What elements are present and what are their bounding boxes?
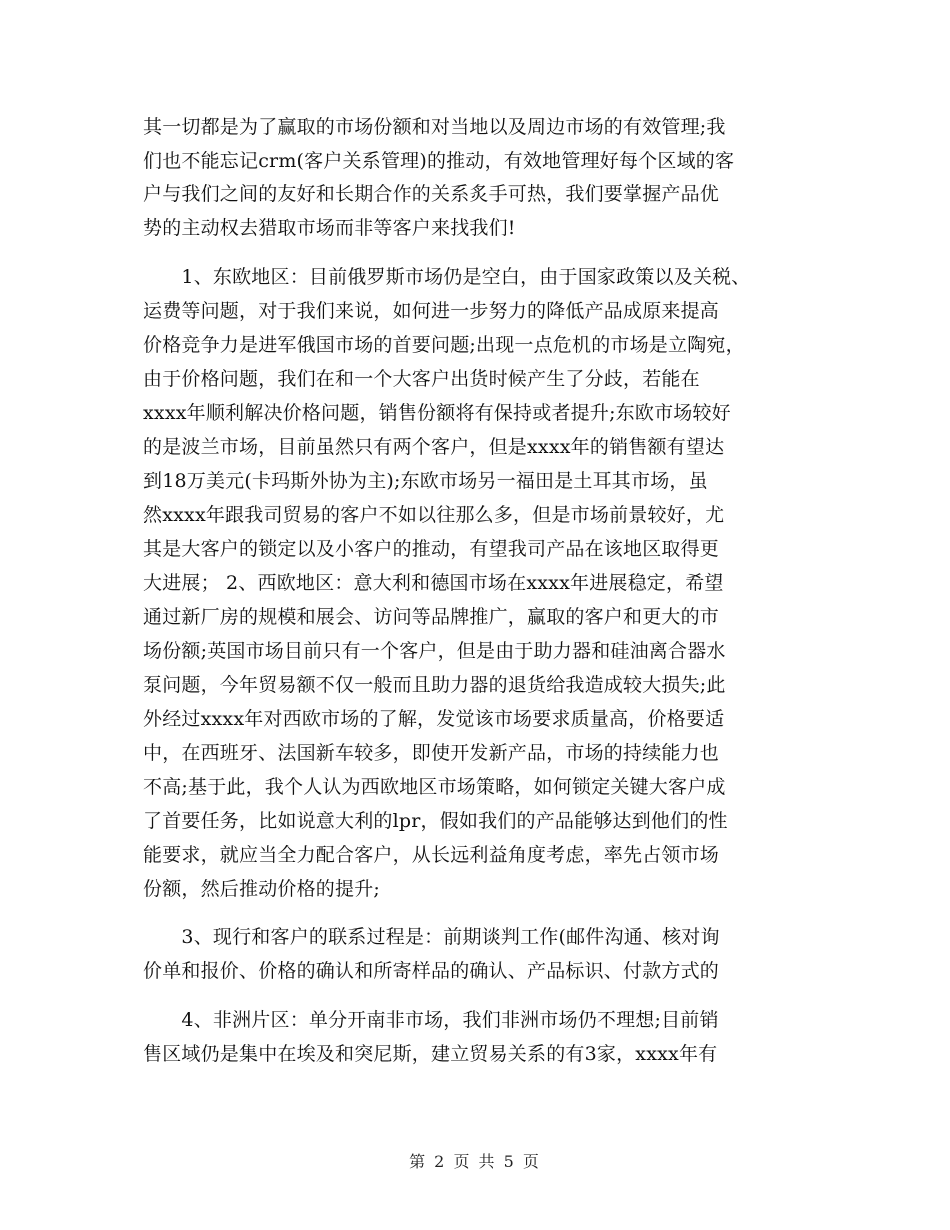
text-line-27: 售区域仍是集中在埃及和突尼斯，建立贸易关系的有3家，xxxx年有 <box>143 1043 718 1065</box>
text-line-19: 中，在西班牙、法国新车较多，即使开发新产品，市场的持续能力也 <box>143 742 720 764</box>
text-line-16: 场份额;英国市场目前只有一个客户，但是由于助力器和硅油离合器水 <box>143 640 726 662</box>
text-line-17: 泵问题，今年贸易额不仅一般而且助力器的退货给我造成较大损失;此 <box>143 674 726 696</box>
text-line-6: 运费等问题，对于我们来说，如何进一步努力的降低产品成原来提高 <box>143 300 720 322</box>
text-line-20: 不高;基于此，我个人认为西欧地区市场策略，如何锁定关键大客户成 <box>143 776 726 798</box>
text-line-2: 们也不能忘记crm(客户关系管理)的推动，有效地管理好每个区域的客 <box>143 149 735 172</box>
text-line-10: 的是波兰市场，目前虽然只有两个客户，但是xxxx年的销售额有望达 <box>143 436 725 458</box>
text-line-18: 外经过xxxx年对西欧市场的了解，发觉该市场要求质量高，价格要适 <box>143 708 725 730</box>
text-line-8: 由于价格问题，我们在和一个大客户出货时候产生了分歧，若能在 <box>143 368 700 390</box>
text-line-11: 到18万美元(卡玛斯外协为主);东欧市场另一福田是土耳其市场，虽 <box>143 470 708 492</box>
text-line-5: 1、东欧地区：目前俄罗斯市场仍是空白，由于国家政策以及关税、 <box>143 266 751 288</box>
text-line-12: 然xxxx年跟我司贸易的客户不如以往那么多，但是市场前景较好，尤 <box>143 504 725 526</box>
text-line-14: 大进展； 2、西欧地区：意大利和德国市场在xxxx年进展稳定，希望 <box>143 572 724 594</box>
text-line-26: 4、非洲片区：单分开南非市场，我们非洲市场仍不理想;目前销 <box>143 1009 719 1031</box>
text-line-13: 其是大客户的锁定以及小客户的推动，有望我司产品在该地区取得更 <box>143 538 720 560</box>
text-line-21: 了首要任务，比如说意大利的lpr，假如我们的产品能够达到他们的性 <box>143 810 728 832</box>
text-line-7: 价格竞争力是进军俄国市场的首要问题;出现一点危机的市场是立陶宛， <box>143 334 745 356</box>
text-line-22: 能要求，就应当全力配合客户，从长远利益角度考虑，率先占领市场 <box>143 844 720 866</box>
text-line-4: 势的主动权去猎取市场而非等客户来找我们! <box>143 217 516 240</box>
text-line-3: 户与我们之间的友好和长期合作的关系炙手可热，我们要掌握产品优 <box>143 183 720 206</box>
text-line-24: 3、现行和客户的联系过程是：前期谈判工作(邮件沟通、核对询 <box>143 926 720 948</box>
text-line-1: 其一切都是为了赢取的市场份额和对当地以及周边市场的有效管理;我 <box>143 116 726 138</box>
text-line-9: xxxx年顺利解决价格问题，销售份额将有保持或者提升;东欧市场较好 <box>143 402 731 424</box>
text-line-25: 价单和报价、价格的确认和所寄样品的确认、产品标识、付款方式的 <box>143 960 720 982</box>
text-line-15: 通过新厂房的规模和展会、访问等品牌推广，赢取的客户和更大的市 <box>143 606 720 628</box>
page-number-footer: 第 2 页 共 5 页 <box>409 1152 541 1171</box>
text-line-23: 份额，然后推动价格的提升; <box>143 878 381 900</box>
